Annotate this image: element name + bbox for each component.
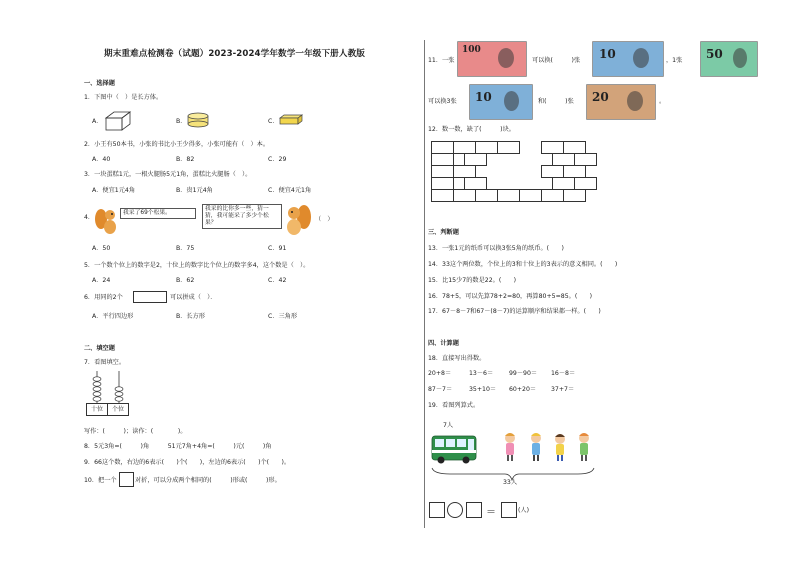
- question-13: 13．一张1元的纸币可以换3张5角的纸币。( ): [428, 245, 564, 252]
- rectangle-figure: [133, 291, 167, 303]
- q3-option-a: A．便宜1元4角: [92, 187, 136, 194]
- section-fill: 二、填空题: [84, 345, 115, 352]
- brick: [497, 141, 520, 154]
- question-6-part1: 6．用同的2个: [84, 294, 123, 301]
- q4-option-a: A．50: [92, 245, 111, 252]
- calc-item: 35+10＝: [469, 386, 497, 393]
- answer-box-3[interactable]: [501, 502, 517, 518]
- brick: [497, 189, 520, 202]
- question-7: 7．看图填空。: [84, 359, 126, 366]
- section-choice: 一、选择题: [84, 80, 115, 87]
- q1-option-a: A．: [92, 118, 103, 125]
- question-19: 19．看图列算式。: [428, 402, 480, 409]
- cuboid-drawing: [104, 110, 132, 132]
- page-title: 期末重难点检测卷（试题）2023-2024学年数学一年级下册人教版: [104, 49, 365, 59]
- brick: [475, 141, 498, 154]
- q5-option-b: B．62: [176, 277, 195, 284]
- question-12: 12．数一数，缺了( )块。: [428, 126, 515, 133]
- brick: [519, 189, 542, 202]
- speech-bubble-2: 我采的比你多一些，猜一猜，我可能采了多少个松果？: [202, 204, 282, 229]
- block-drawing: [279, 114, 303, 126]
- speech-bubble-1: 我采了69个松果。: [120, 208, 196, 219]
- question-11-part5: 和( )张: [538, 98, 574, 105]
- banknote-20: 20: [586, 84, 656, 120]
- answer-box-2[interactable]: [466, 502, 482, 518]
- question-11-part1: 11．一张: [428, 57, 455, 64]
- abacus-label-tens: 十位: [86, 403, 108, 416]
- squirrel-right-icon: [284, 203, 312, 237]
- brick: [431, 189, 454, 202]
- section-calc: 四、计算题: [428, 340, 459, 347]
- calc-item: 20+8＝: [428, 370, 452, 377]
- question-11-part4: 可以换3张: [428, 98, 457, 105]
- column-divider: [424, 40, 425, 528]
- question-2: 2．小王有50本书，小张的书比小王少得多，小张可能有（ ）本。: [84, 141, 270, 148]
- q1-option-c: C．: [268, 118, 279, 125]
- question-16: 16．78+5，可以先算78+2=80，再算80+5=85。( ): [428, 293, 593, 300]
- brick: [475, 189, 498, 202]
- brick: [453, 189, 476, 202]
- bus-children-illustration: [430, 428, 610, 488]
- calc-item: 37+7＝: [551, 386, 575, 393]
- q6-option-a: A．平行四边形: [92, 313, 134, 320]
- question-5: 5．一个数个位上的数字是2，十位上的数字比个位上的数字多4，这个数是（ ）。: [84, 262, 310, 269]
- question-11-part2: 可以换( )张: [532, 57, 581, 64]
- q5-option-c: C．42: [268, 277, 287, 284]
- bus-count-label: 7人: [443, 422, 454, 429]
- question-9: 9．66这个数，右边的6表示( )个( )，左边的6表示( )个( )。: [84, 459, 291, 466]
- q4-option-c: C．91: [268, 245, 287, 252]
- question-8: 8．5元3角=( )角 51元7角+4角=( )元( )角: [84, 443, 272, 450]
- unit-label: (人): [518, 507, 530, 514]
- question-6-part2: 可以拼成（ ）．: [170, 294, 217, 301]
- calc-item: 13－6＝: [469, 370, 494, 377]
- banknote-50: 50: [700, 41, 758, 77]
- question-10-part2: 对折，可以分成两个相同的( )形或( )形。: [135, 477, 281, 484]
- question-11-part6: 。: [659, 98, 666, 105]
- question-11-part3: ，1张: [666, 57, 683, 64]
- operator-circle[interactable]: [447, 502, 463, 518]
- question-4: 4．: [84, 214, 95, 221]
- question-15: 15．比15少7的数是22。( ): [428, 277, 517, 284]
- q3-option-c: C．便宜4元1角: [268, 187, 312, 194]
- calc-item: 99－90＝: [509, 370, 538, 377]
- q6-option-c: C．三角形: [268, 313, 298, 320]
- question-3: 3．一块蛋糕1元，一根火腿肠5元1角，蛋糕比火腿肠（ ）。: [84, 171, 252, 178]
- question-18: 18．直接写出得数。: [428, 355, 486, 362]
- q1-option-b: B．: [176, 118, 187, 125]
- q4-answer-paren: （ ）: [315, 216, 334, 223]
- abacus-label-ones: 个位: [107, 403, 129, 416]
- banknote-10-b: 10: [469, 84, 533, 120]
- q4-option-b: B．75: [176, 245, 195, 252]
- question-14: 14．33这个两位数，个位上的3和十位上的3表示的意义相同。( ): [428, 261, 618, 268]
- brick: [563, 189, 586, 202]
- q6-option-b: B．长方形: [176, 313, 205, 320]
- answer-box-1[interactable]: [429, 502, 445, 518]
- calc-item: 60+20＝: [509, 386, 537, 393]
- question-7-answer: 写作：( )；读作：( )。: [84, 428, 187, 435]
- cylinder-drawing: [187, 112, 209, 128]
- equals-sign: ＝: [486, 507, 496, 518]
- question-1: 1．下图中（ ）是长方体。: [84, 94, 163, 101]
- q2-option-c: C．29: [268, 156, 287, 163]
- q5-option-a: A．24: [92, 277, 111, 284]
- square-figure: [119, 472, 134, 487]
- banknote-100: 100: [457, 41, 527, 77]
- banknote-10-a: 10: [592, 41, 664, 77]
- squirrel-left-icon: [94, 205, 118, 235]
- q2-option-b: B．82: [176, 156, 195, 163]
- total-count-label: 33人: [503, 479, 518, 486]
- calc-item: 16－8＝: [551, 370, 576, 377]
- brick: [541, 189, 564, 202]
- section-judge: 三、判断题: [428, 229, 459, 236]
- q3-option-b: B．贵1元4角: [176, 187, 213, 194]
- question-17: 17．67－8－7和67－(8－7)的运算顺序和结果都一样。( ): [428, 308, 601, 315]
- q2-option-a: A．40: [92, 156, 111, 163]
- calc-item: 87－7＝: [428, 386, 453, 393]
- question-10-part1: 10．把一个: [84, 477, 117, 484]
